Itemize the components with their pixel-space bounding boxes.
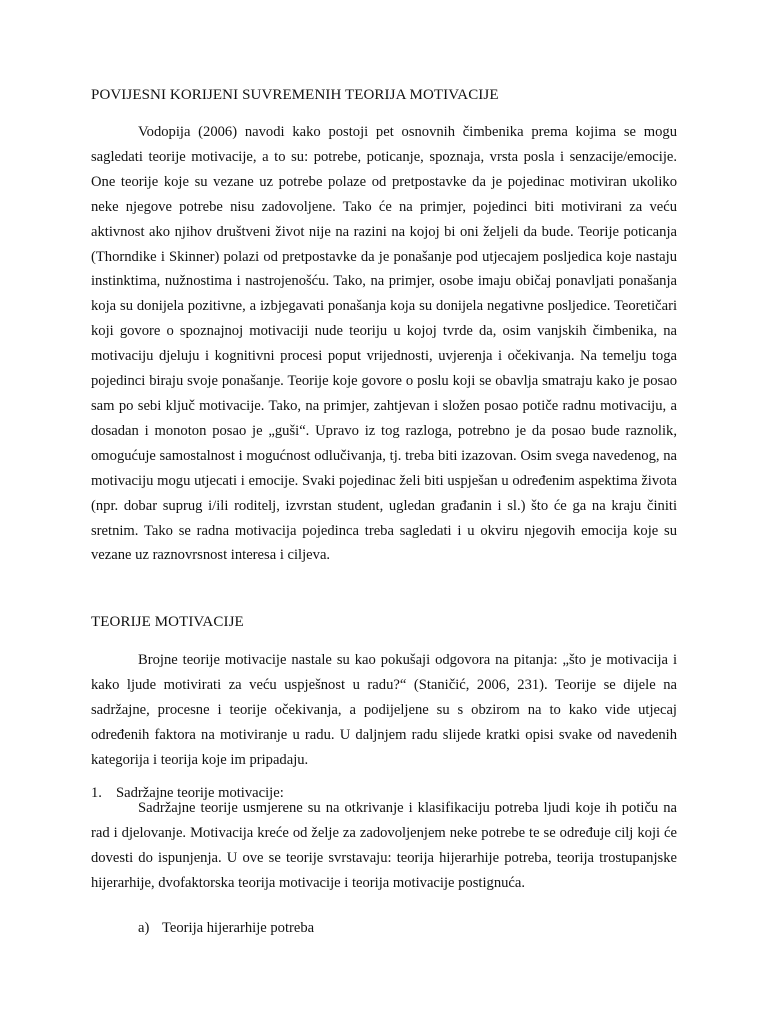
list-item-title: Sadržajne teorije motivacije: — [116, 785, 284, 801]
sub-list-item-letter: a) — [138, 920, 150, 936]
sub-list-item-hierarchy-of-needs — [138, 918, 314, 938]
section-heading-motivation-theories: TEORIJE MOTIVACIJE — [91, 614, 244, 630]
paragraph-content-theories: Sadržajne teorije usmjerene su na otkrivanje i klasifikaciju potreba ljudi koje ih potiču na rad i djelovanje. Motivacija kreće od želje za zadovoljenjem neke potrebe te se određuje cilj koji će dovesti do ispunjenja. U ove se teorije svrstavaju: teorija hijerarhije potreba, teorija trostupanjske hijerarhije, dvofaktorska teorija motivacije i teorija motivacije postignuća. — [91, 800, 677, 891]
section-heading-historical-roots: POVIJESNI KORIJENI SUVREMENIH TEORIJA MOTIVACIJE — [91, 87, 499, 103]
sub-list-item-title: Teorija hijerarhije potreba — [162, 920, 315, 936]
paragraph-historical-roots: Vodopija (2006) navodi kako postoji pet osnovnih čimbenika prema kojima se mogu sagledati teorije motivacije, a to su: potrebe, poticanje, spoznaja, vrsta posla i senzacije/emocije. One teorije koje su vezane uz potrebe polaze od pretpostavke da je pojedinac motiviran ukoliko neke njegove potrebe nisu zadovoljene. Tako će na primjer, pojedinci biti motivirani za veću aktivnost ako njihov društveni život nije na razini na kojoj bi oni željeli da bude. Teorije poticanja (Thorndike i Skinner) polazi od pretpostavke da je ponašanje pod utjecajem posljedica koje nastaju instinktima, nužnostima i nastrojenošću. Tako, na primjer, osobe imaju običaj ponavljati ponašanja koja su donijela pozitivne, a izbjegavati ponašanja koja su donijela negativne posljedice. Teoretičari koji govore o spoznajnoj motivaciji nude teoriju u kojoj tvrde da, osim vanjskih čimbenika, na motivaciju djeluju i kognitivni procesi poput vrijednosti, uvjerenja i očekivanja. Na temelju toga pojedinci biraju svoje ponašanje. Teorije koje govore o poslu koji se obavlja smatraju kako je posao sam po sebi ključ motivacije. Tako, na primjer, zahtjevan i složen posao potiče radnu motivaciju, a dosadan i monoton posao je „guši“. Upravo iz tog razloga, potrebno je da posao bude raznolik, omogućuje samostalnost i mogućnost odlučivanja, tj. treba biti izazovan. Osim svega navedenog, na motivaciju mogu utjecati i emocije. Svaki pojedinac želi biti uspješan u određenim aspektima života (npr. dobar suprug i/ili roditelj, izvrstan student, ugledan građanin i sl.) što će ga na kraju činiti sretnim. Tako se radna motivacija pojedinca treba sagledati i u okviru njegovih emocija koje su vezane uz raznovrsnost interesa i ciljeva. — [91, 124, 677, 564]
paragraph-motivation-theories: Brojne teorije motivacije nastale su kao pokušaji odgovora na pitanja: „što je motivacija i kako ljude motivirati za veću uspješnost u radu?“ (Staničić, 2006, 231). Teorije se dijele na sadržajne, procesne i teorije očekivanja, a podijeljene su s obzirom na to kako vide utjecaj određenih faktora na motiviranje u radu. U daljnjem radu slijede kratki opisi svake od navedenih kategorija i teorija koje im pripadaju. — [91, 652, 677, 768]
list-item-number: 1. — [91, 785, 102, 801]
